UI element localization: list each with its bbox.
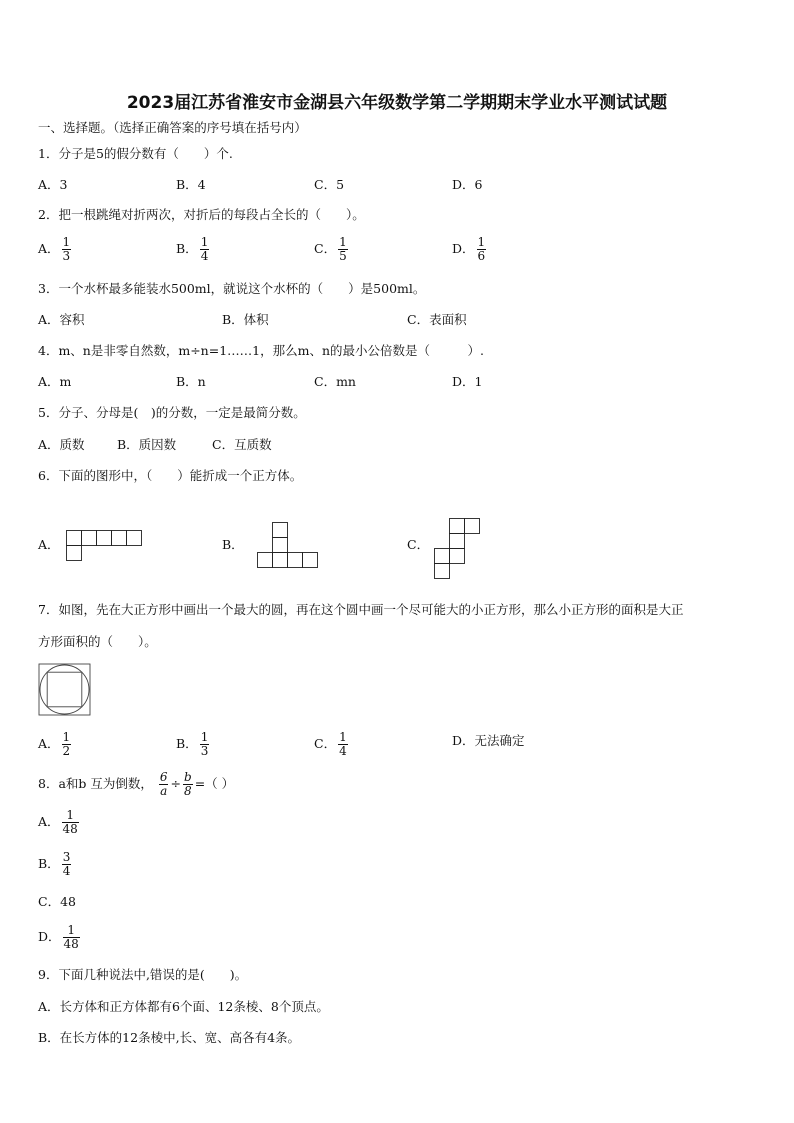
numerator: 1 [62, 235, 71, 249]
q8-option-b-fraction [62, 851, 72, 878]
q8-option-c-label: C． [38, 894, 61, 909]
numerator: b [184, 770, 192, 784]
q2-option-a-label: A． [38, 241, 60, 256]
denominator: 4 [200, 249, 209, 263]
q5-option-a[interactable]: A．质数 [38, 437, 85, 452]
q8-option-a-label: A． [38, 814, 60, 829]
denominator: 48 [62, 822, 78, 836]
q8-option-c-value: 48 [60, 894, 76, 909]
q8-expr-operator: ÷ [170, 776, 181, 791]
numerator: 1 [339, 235, 347, 249]
q8-expr-equals: =（ ） [194, 776, 235, 791]
q1-stem: 1．分子是5的假分数有（ ）个. [38, 146, 233, 161]
q2-option-d[interactable] [452, 236, 488, 263]
denominator: 6 [477, 249, 486, 263]
square-circle-square-figure [38, 663, 92, 717]
q8-stem [38, 771, 234, 798]
q2-option-c[interactable] [314, 236, 350, 263]
numerator: 1 [66, 808, 74, 822]
q2-option-b-label: B． [176, 241, 198, 256]
q2-option-c-fraction [338, 236, 348, 263]
numerator: 1 [200, 730, 209, 744]
q7-option-a-fraction [62, 731, 72, 758]
q3-option-b[interactable]: B．体积 [222, 312, 269, 327]
q1-option-d[interactable]: D．6 [452, 177, 483, 192]
denominator: 4 [62, 864, 71, 878]
q8-expr-fraction-1 [159, 771, 169, 798]
numerator: 1 [339, 730, 347, 744]
q2-option-d-label: D． [452, 241, 475, 256]
q7-option-a-label: A． [38, 736, 60, 751]
cube-net-a-figure [66, 530, 146, 562]
numerator: 6 [159, 770, 168, 784]
q7-option-b[interactable] [176, 731, 211, 758]
q6-option-b[interactable]: B． [222, 537, 244, 552]
q5-option-b[interactable]: B．质因数 [117, 437, 177, 452]
q8-option-c[interactable] [38, 894, 76, 910]
numerator: 1 [477, 235, 486, 249]
page-title: 2023届江苏省淮安市金湖县六年级数学第二学期期末学业水平测试试题 [126, 93, 668, 113]
denominator: 3 [62, 249, 71, 263]
cube-net-b-figure [257, 522, 321, 570]
q6-option-a[interactable]: A． [38, 537, 60, 552]
q8-stem-prefix: 8．a和b 互为倒数， [38, 776, 153, 791]
q2-option-d-fraction [477, 236, 487, 263]
q7-option-c[interactable] [314, 731, 350, 758]
q4-option-a[interactable]: A．m [38, 374, 72, 389]
q7-option-d[interactable] [452, 733, 525, 749]
q6-option-c[interactable]: C． [407, 537, 430, 552]
q2-option-c-label: C． [314, 241, 337, 256]
q4-stem: 4．m、n是非零自然数，m÷n=1……1，那么m、n的最小公倍数是（ ）. [38, 343, 484, 358]
q1-option-c[interactable]: C．5 [314, 177, 345, 192]
q7-option-a[interactable] [38, 731, 73, 758]
numerator: 1 [67, 923, 75, 937]
cube-net-c-figure [434, 518, 484, 582]
q4-option-b[interactable]: B．n [176, 374, 206, 389]
q8-option-b[interactable] [38, 851, 73, 878]
q3-stem: 3．一个水杯最多能装水500ml，就说这个水杯的（ ）是500ml。 [38, 281, 426, 296]
q7-option-d-label: D． [452, 733, 475, 748]
q4-option-d[interactable]: D．1 [452, 374, 483, 389]
q7-option-c-label: C． [314, 736, 337, 751]
q1-option-b[interactable]: B．4 [176, 177, 206, 192]
denominator: 48 [63, 937, 79, 951]
q8-option-a[interactable] [38, 809, 81, 836]
numerator: 1 [62, 730, 71, 744]
q8-option-d[interactable] [38, 924, 82, 951]
q6-stem: 6．下面的图形中，（ ）能折成一个正方体。 [38, 468, 303, 483]
q9-option-b[interactable]: B．在长方体的12条棱中,长、宽、高各有4条。 [38, 1030, 301, 1045]
denominator: 4 [339, 744, 347, 758]
numerator: 1 [200, 235, 209, 249]
denominator: 5 [339, 249, 347, 263]
q2-stem: 2．把一根跳绳对折两次，对折后的每段占全长的（ ）。 [38, 207, 365, 222]
q8-option-b-label: B． [38, 856, 60, 871]
q7-stem-line2: 方形面积的（ ）。 [38, 634, 157, 649]
q2-option-a[interactable] [38, 236, 73, 263]
q4-option-c[interactable]: C．mn [314, 374, 356, 389]
q5-stem: 5．分子、分母是( )的分数，一定是最简分数。 [38, 405, 306, 420]
denominator: 3 [200, 744, 209, 758]
q7-option-d-text: 无法确定 [474, 733, 525, 748]
q8-option-a-fraction [62, 809, 79, 836]
q7-option-b-label: B． [176, 736, 198, 751]
q3-option-a[interactable]: A．容积 [38, 312, 85, 327]
q5-option-c[interactable]: C．互质数 [212, 437, 272, 452]
q1-option-a[interactable]: A．3 [38, 177, 68, 192]
q7-option-c-fraction [338, 731, 348, 758]
denominator: 8 [184, 784, 192, 798]
q2-option-a-fraction [62, 236, 72, 263]
q7-option-b-fraction [200, 731, 210, 758]
denominator: a [160, 784, 168, 798]
denominator: 2 [62, 744, 71, 758]
q8-expr-fraction-2 [183, 771, 193, 798]
q7-stem-line1: 7．如图，先在大正方形中画出一个最大的圆，再在这个圆中画一个尽可能大的小正方形，那么小正方形的面积是大正 [38, 602, 684, 617]
numerator: 3 [62, 850, 71, 864]
q2-option-b[interactable] [176, 236, 211, 263]
q2-option-b-fraction [200, 236, 210, 263]
q9-option-a[interactable]: A．长方体和正方体都有6个面、12条棱、8个顶点。 [38, 999, 329, 1014]
section-heading: 一、选择题。（选择正确答案的序号填在括号内） [38, 120, 307, 135]
q9-stem: 9．下面几种说法中,错误的是( )。 [38, 967, 248, 982]
q3-option-c[interactable]: C．表面积 [407, 312, 467, 327]
q8-option-d-label: D． [38, 929, 61, 944]
q8-option-d-fraction [63, 924, 80, 951]
